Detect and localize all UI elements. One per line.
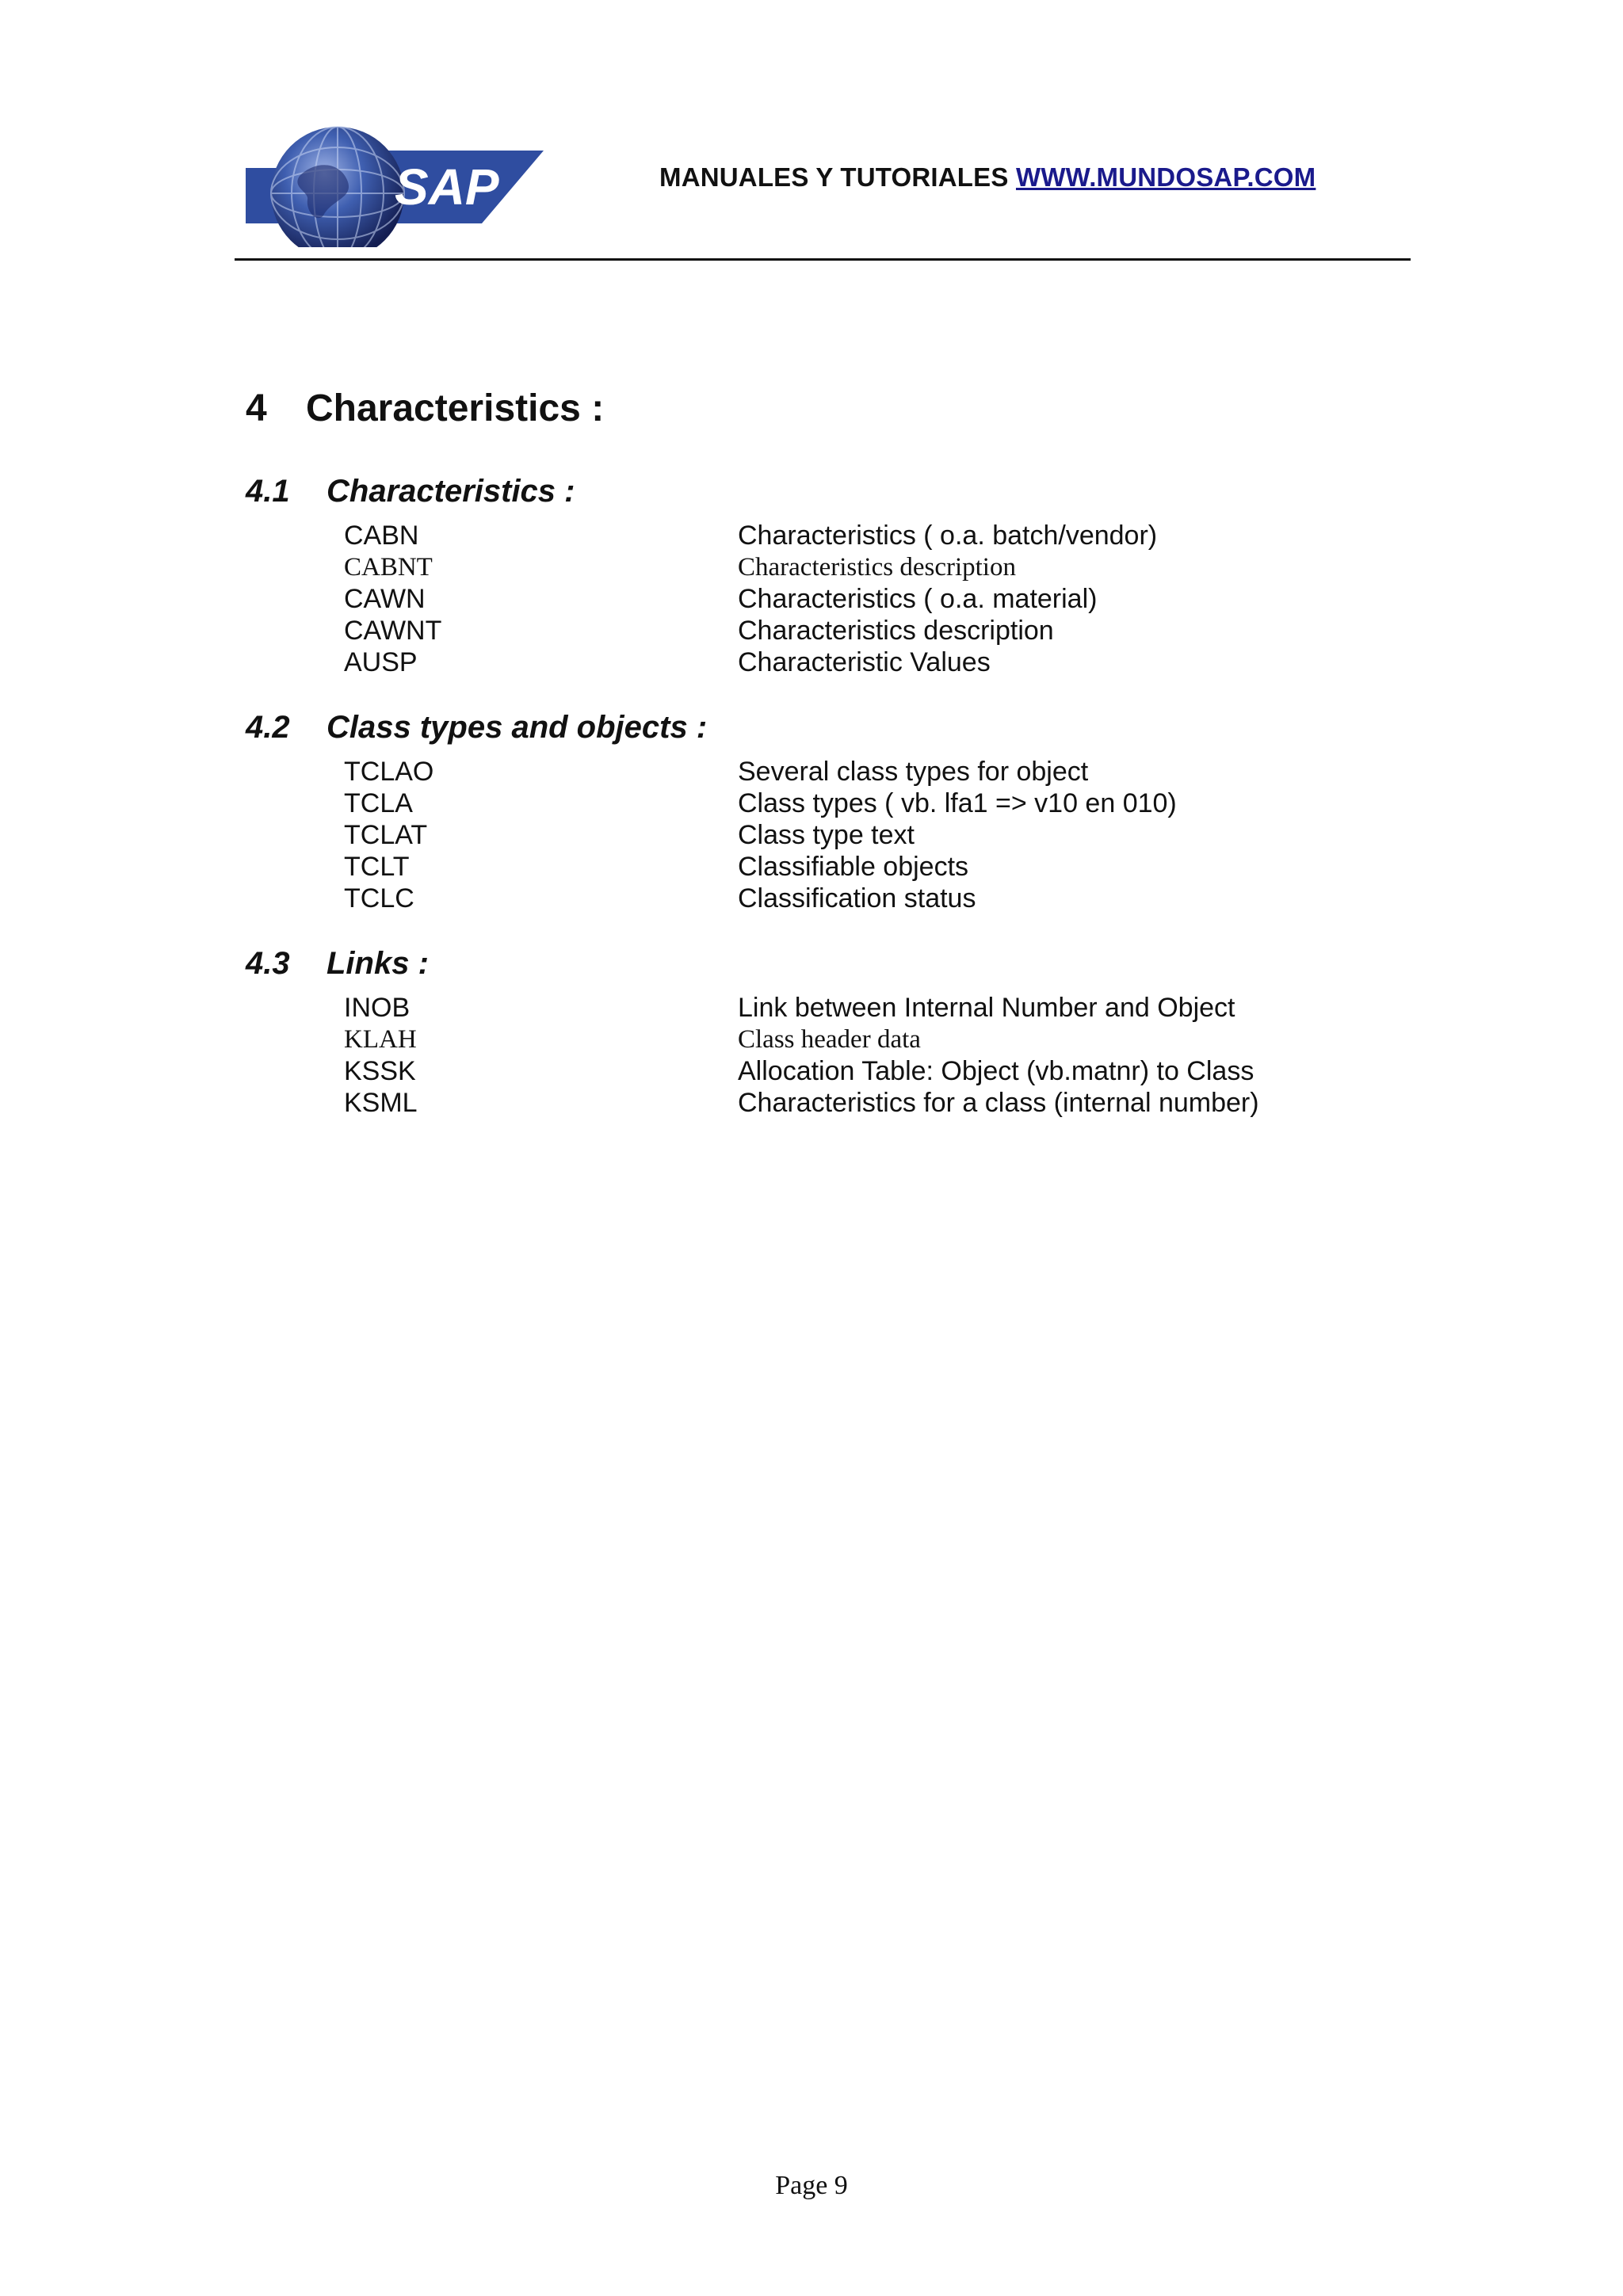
- subsection-heading: [246, 946, 429, 982]
- subsection-title: Class types and objects :: [327, 710, 708, 745]
- table-code: KSSK: [344, 1056, 416, 1086]
- page-number: Page 9: [775, 2171, 848, 2200]
- table-code: KLAH: [344, 1025, 417, 1054]
- header-title-text: MANUALES Y TUTORIALES: [659, 162, 1009, 192]
- table-code: TCLAT: [344, 820, 428, 850]
- table-description: Class header data: [738, 1025, 921, 1054]
- table-description: Characteristic Values: [738, 647, 991, 677]
- header-title: [659, 162, 1316, 193]
- table-description: Characteristics description: [738, 553, 1016, 582]
- table-description: Classifiable objects: [738, 852, 969, 882]
- subsection-heading: [246, 710, 707, 746]
- subsection-title: Links :: [327, 946, 429, 981]
- subsection-title: Characteristics :: [327, 474, 575, 509]
- table-description: Characteristics description: [738, 616, 1054, 646]
- table-code: TCLA: [344, 788, 413, 818]
- table-description: Characteristics ( o.a. material): [738, 584, 1098, 614]
- table-description: Several class types for object: [738, 757, 1089, 787]
- table-code: CABNT: [344, 553, 433, 582]
- subsection-number: 4.3: [246, 946, 290, 981]
- table-code: TCLAO: [344, 757, 434, 787]
- header-website-link[interactable]: WWW.MUNDOSAP.COM: [1015, 162, 1316, 192]
- subsection-number: 4.2: [246, 710, 290, 745]
- header-divider: [235, 258, 1411, 261]
- table-code: INOB: [344, 993, 411, 1023]
- table-code: KSML: [344, 1088, 418, 1118]
- table-description: Class type text: [738, 820, 915, 850]
- sap-logo: [244, 105, 545, 247]
- table-description: Allocation Table: Object (vb.matnr) to Class: [738, 1056, 1254, 1086]
- logo-text: SAP: [395, 158, 499, 215]
- table-code: AUSP: [344, 647, 418, 677]
- table-code: TCLC: [344, 883, 414, 913]
- subsection-heading: [246, 474, 575, 509]
- table-description: Classification status: [738, 883, 976, 913]
- section-number: 4: [246, 387, 267, 429]
- table-description: Link between Internal Number and Object: [738, 993, 1235, 1023]
- section-title: Characteristics :: [306, 387, 605, 429]
- table-code: CABN: [344, 521, 419, 551]
- table-code: CAWN: [344, 584, 426, 614]
- table-code: TCLT: [344, 852, 410, 882]
- section-heading: [246, 387, 604, 430]
- table-description: Characteristics for a class (internal number): [738, 1088, 1259, 1118]
- subsection-number: 4.1: [246, 474, 290, 509]
- table-description: Characteristics ( o.a. batch/vendor): [738, 521, 1158, 551]
- table-description: Class types ( vb. lfa1 => v10 en 010): [738, 788, 1177, 818]
- table-code: CAWNT: [344, 616, 442, 646]
